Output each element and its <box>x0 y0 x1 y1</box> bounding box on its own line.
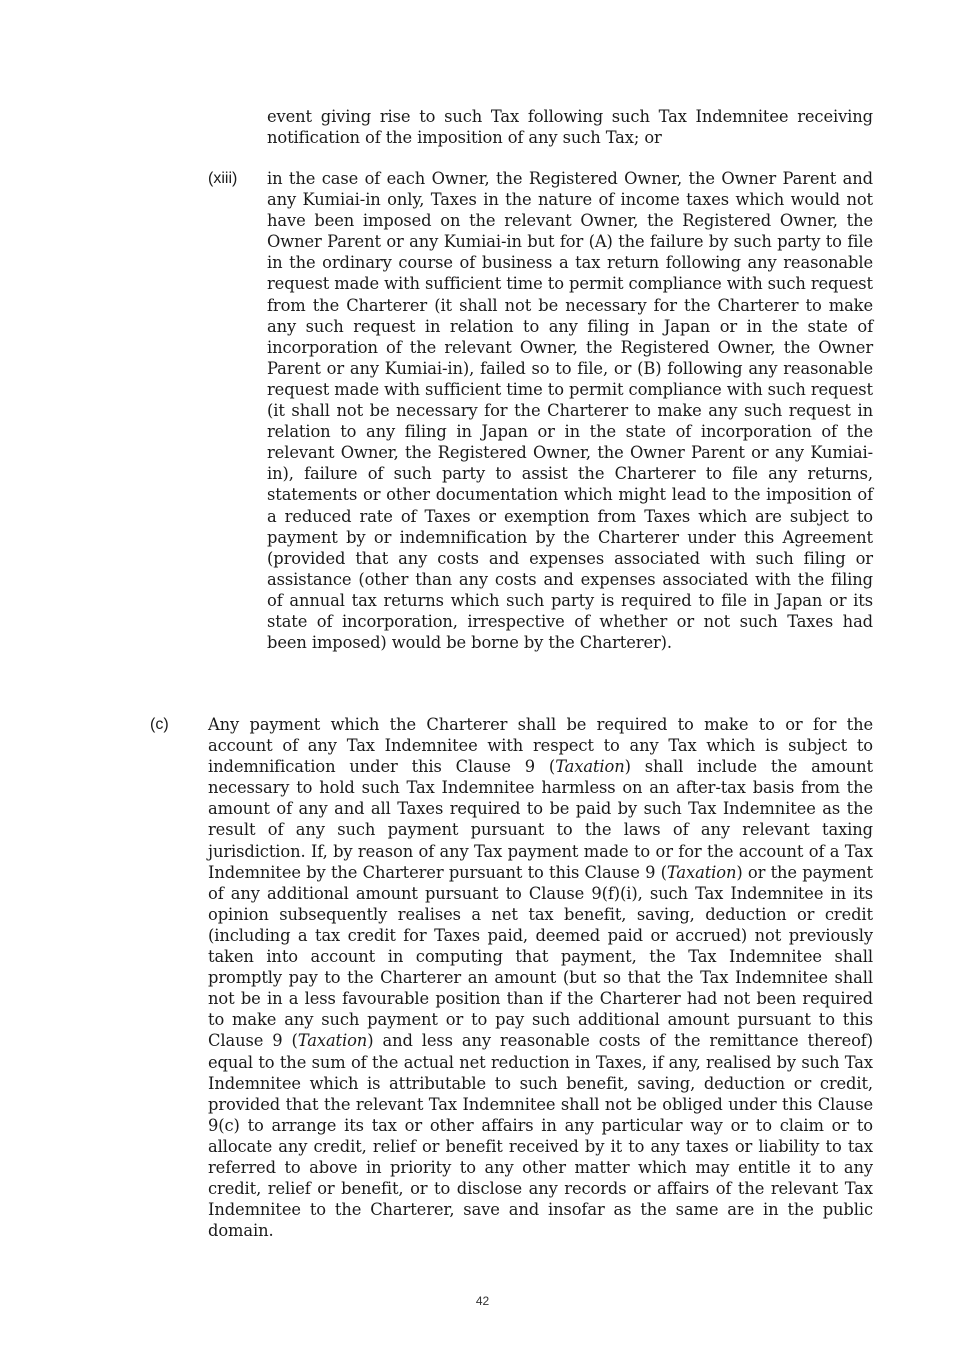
continuation-paragraph: event giving rise to such Tax following such Tax Indemnitee receiving notification of the imposition of any such Tax; or <box>267 107 873 148</box>
item-c-italic-taxation-1: Taxation <box>555 757 625 777</box>
item-xiii-paragraph: in the case of each Owner, the Registered Owner, the Owner Parent and any Kumiai-in only, Taxes in the nature of income taxes which would not have been imposed on the relevant Owner, the Registered Owner, the Owner Parent or any Kumiai-in but for (A) the failure by such party to file in the ordinary course of business a tax return following any reasonable request made with sufficient time to permit compliance with such request from the Charterer (it shall not be necessary for the Charterer to make any such request in relation to any filing in Japan or in the state of incorporation of the relevant Owner, the Registered Owner, the Owner Parent or any Kumiai-in), failed so to file, or (B) following any reasonable request made with sufficient time to permit compliance with such request (it shall not be necessary for the Charterer to make any such request in relation to any filing in Japan or in the state of incorporation of the relevant Owner, the Registered Owner, the Owner Parent or any Kumiai-in), failure of such party to assist the Charterer to file any returns, statements or other documentation which might lead to the imposition of a reduced rate of Taxes or exemption from Taxes which are subject to payment by or indemnification by the Charterer under this Agreement (provided that any costs and expenses associated with such filing or assistance (other than any costs and expenses associated with the filing of annual tax returns which such party is required to file in Japan or its state of incorporation, irrespective of whether or not such Taxes had been imposed) would be borne by the Charterer). <box>267 169 873 653</box>
item-c-text-2: ) shall include the amount necessary to hold such Tax Indemnitee harmless on an after-tax basis from the amount of any and all Taxes required to be paid by such Tax Indemnitee as the result of any such payment pursuant to the laws of any relevant taxing jurisdiction. If, by reason of any Tax payment made to or for the account of a Tax Indemnitee by the Charterer pursuant to this Clause 9 ( <box>208 757 873 882</box>
item-c-italic-taxation-2: Taxation <box>666 862 737 882</box>
item-c-paragraph <box>208 714 873 1241</box>
item-c-label: (c) <box>150 716 169 733</box>
item-c-text-3: ) or the payment of any additional amount pursuant to Clause 9(f)(i), such Tax Indemnitee in its opinion subsequently realises a net tax benefit, saving, deduction or credit (including a tax credit for Taxes paid, deemed paid or accrued) not previously taken into account in computing that payment, the Tax Indemnitee shall promptly pay to the Charterer an amount (but so that the Tax Indemnitee shall not be in a less favourable position than if the Charterer had not been required to make any such payment or to pay such additional amount pursuant to this Clause 9 ( <box>208 862 873 1051</box>
item-xiii-label: (xiii) <box>208 170 238 187</box>
item-c-text-1: Any payment which the Charterer shall be required to make to or for the account of any Tax Indemnitee with respect to any Tax which is subject to indemnification under this Clause 9 ( <box>208 715 873 777</box>
item-c-text-4: ) and less any reasonable costs of the remittance thereof) equal to the sum of the actual net reduction in Taxes, if any, realised by such Tax Indemnitee which is attributable to such benefit, saving, deduction or credit, provided that the relevant Tax Indemnitee shall not be obliged under this Clause 9(c) to arrange its tax or other affairs in any particular way or to claim or to allocate any credit, relief or benefit received by it to any taxes or liability to tax referred to above in priority to any other matter which may entitle it to any credit, relief or benefit, or to disclose any records or affairs of the relevant Tax Indemnitee to the Charterer, save and insofar as the same are in the public domain. <box>208 1031 873 1241</box>
item-c-italic-taxation-3: Taxation <box>297 1031 368 1051</box>
page-number: 42 <box>475 1294 490 1308</box>
